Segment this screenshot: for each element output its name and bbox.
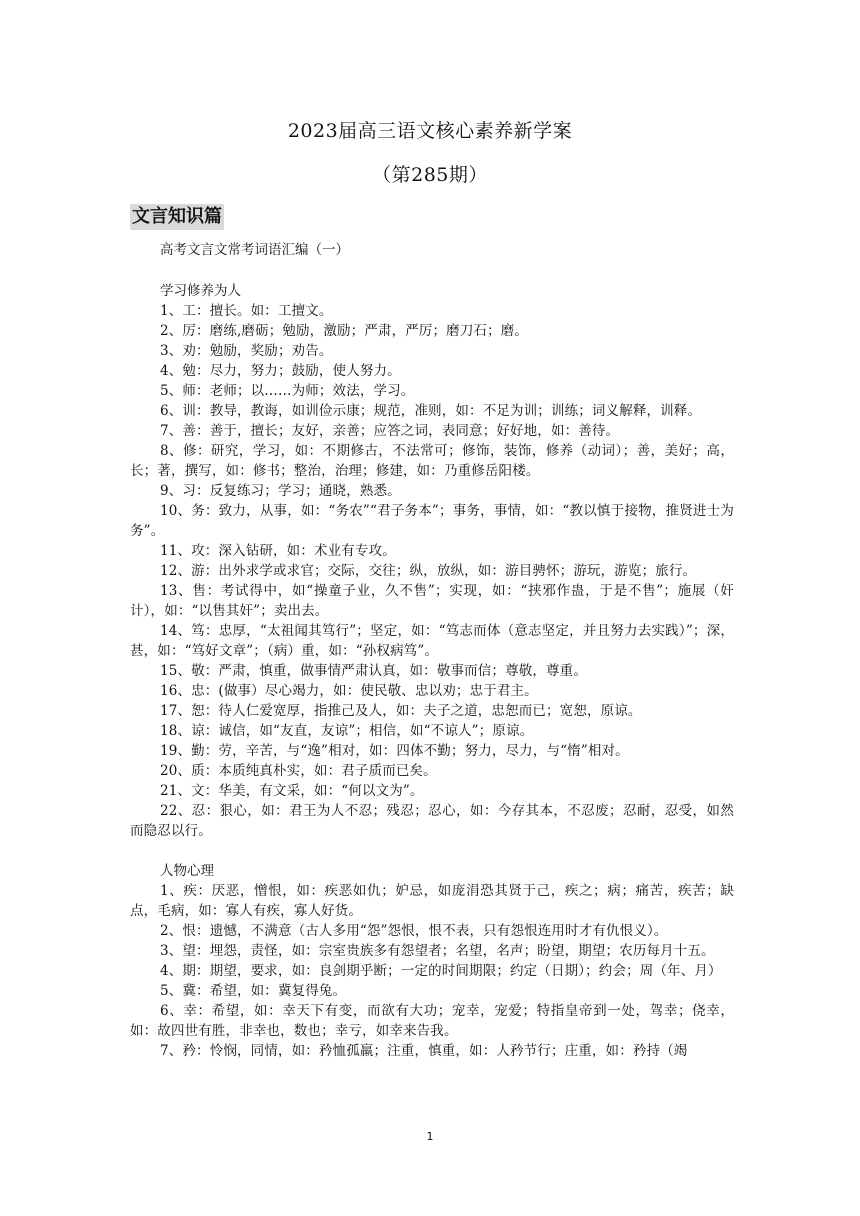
issue-number: （第285期） [372,164,488,186]
group-title: 学习修养为人 [160,283,241,299]
vocab-entry: 1、疾：厌恶，憎恨，如：疾恶如仇；妒忌，如庞涓恐其贤于己，疾之；病；痛苦，疾苦；缺点，毛病，如：寡人有疾，寡人好货。 [130,883,734,919]
vocab-entry: 5、师：老师；以……为师；效法，学习。 [160,383,415,399]
vocab-entry: 3、劝：勉励，奖励；劝告。 [160,343,333,359]
vocab-entry: 19、勤：劳，辛苦，与“逸”相对，如：四体不勤；努力，尽力，与“惰”相对。 [160,743,629,759]
document-title: 2023届高三语文核心素养新学案 [287,120,573,142]
vocab-entry: 2、厉：磨练,磨砺；勉励，激励；严肃，严厉；磨刀石；磨。 [160,323,529,339]
vocab-entry: 1、工：擅长。如：工擅文。 [160,303,333,319]
vocab-entry: 7、善：善于，擅长；友好，亲善；应答之词，表同意；好好地，如：善待。 [160,423,620,439]
section-subtitle: 高考文言文常考词语汇编（一） [160,242,349,258]
page-number: 1 [426,1130,434,1143]
vocab-entry: 2、恨：遗憾，不满意（古人多用“怨”怨恨，恨不表，只有怨恨连用时才有仇恨义）。 [160,923,668,939]
vocab-entry: 7、矜：怜悯，同情，如：矜恤孤羸；注重，慎重，如：人矜节行；庄重，如：矜持（竭 [160,1043,688,1059]
vocab-group-study [130,281,734,841]
vocab-entry: 5、冀：希望，如：冀复得兔。 [160,983,347,999]
vocab-entry: 18、谅：诚信，如“友直，友谅”；相信，如“不谅人”；原谅。 [160,723,534,739]
vocab-entry: 22、忍：狠心，如：君王为人不忍；残忍；忍心，如：今存其本，不忍废；忍耐，忍受，如然而隐忍以行。 [130,803,734,839]
vocab-entry: 6、训：教导，教诲，如训俭示康；规范，准则，如：不足为训；训练；词义解释，训释。 [160,403,702,419]
vocab-entry: 20、质：本质纯真朴实，如：君子质而已矣。 [160,763,437,779]
section-heading: 文言知识篇 [130,204,224,230]
vocab-entry: 8、修：研究，学习，如：不期修古，不法常可；修饰，装饰，修养（动词）；善，美好；高，长；著，撰写，如：修书；整治，治理；修建，如：乃重修岳阳楼。 [130,443,734,479]
vocab-entry: 10、务：致力，从事，如：“务农”“君子务本”；事务，事情，如：“教以慎于接物，推贤进士为务”。 [130,503,734,539]
vocab-entry: 21、文：华美，有文采，如：“何以文为”。 [160,783,424,799]
vocab-entry: 12、游：出外求学或求官；交际，交往；纵，放纵，如：游目骋怀；游玩，游览；旅行。 [160,563,697,579]
vocab-entry: 4、期：期望，要求，如：良剑期乎断；一定的时间期限；约定（日期）；约会；周（年、月） [160,963,722,979]
vocab-entry: 3、望：埋怨，责怪，如：宗室贵族多有怨望者；名望，名声；盼望，期望；农历每月十五。 [160,943,715,959]
vocab-entry: 9、习：反复练习；学习；通晓，熟悉。 [160,483,401,499]
group-title: 人物心理 [160,863,214,879]
vocab-entry: 4、勉：尽力，努力；鼓励，使人努力。 [160,363,401,379]
vocab-entry: 14、笃：忠厚，“太祖闻其笃行”；坚定，如：“笃志而体（意志坚定，并且努力去实践）”；深，甚，如：“笃好文章”；（病）重，如：“孙权病笃”。 [130,623,734,659]
vocab-entry: 6、幸：希望，如：幸天下有变，而欲有大功；宠幸，宠爱；特指皇帝到一处，驾幸；侥幸，如：故四世有胜，非幸也，数也；幸亏，如幸来告我。 [130,1003,734,1039]
vocab-group-psychology [130,861,734,1061]
vocab-entry: 13、售：考试得中，如“操童子业，久不售”；实现，如：“挟邪作蛊，于是不售”；施展（奸计），如：“以售其奸”；卖出去。 [130,583,734,619]
document-body [130,281,734,1061]
vocab-entry: 16、忠：(做事）尽心竭力，如：使民敬、忠以劝；忠于君主。 [160,683,538,699]
vocab-entry: 17、恕：待人仁爱宽厚，指推己及人，如：夫子之道，忠恕而已；宽恕，原谅。 [160,703,642,719]
spacer [130,841,734,861]
vocab-entry: 15、敬：严肃，慎重，做事情严肃认真，如：敬事而信；尊敬，尊重。 [160,663,587,679]
vocab-entry: 11、攻：深入钻研，如：术业有专攻。 [160,543,396,559]
